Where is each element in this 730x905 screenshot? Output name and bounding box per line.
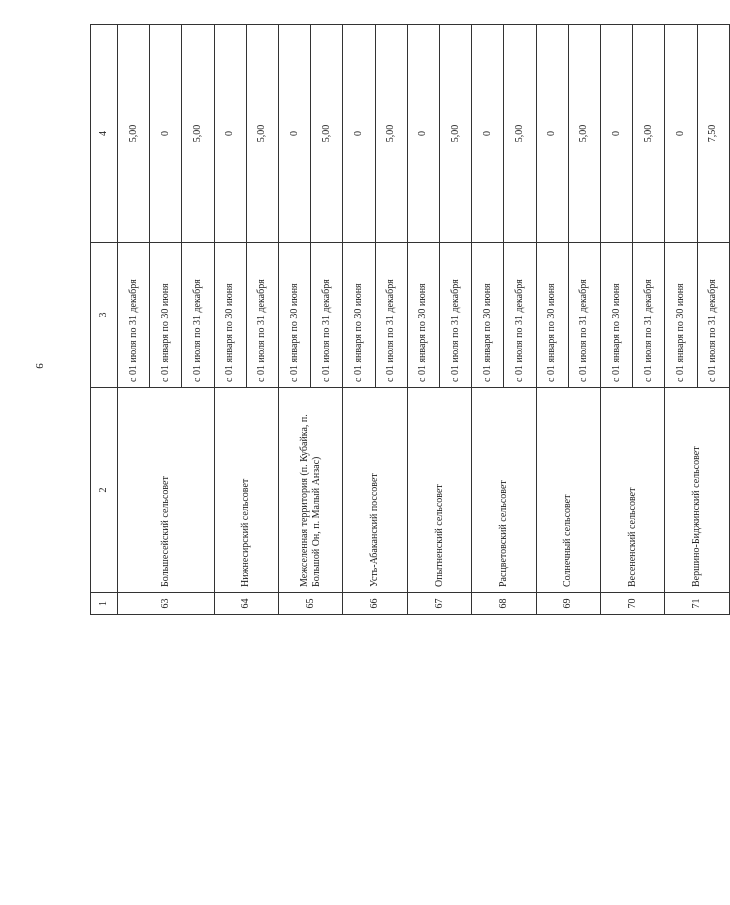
- period: с 01 июля по 31 декабря: [504, 243, 536, 388]
- period: с 01 июля по 31 декабря: [118, 243, 150, 388]
- rate-value: 5,00: [375, 25, 407, 243]
- period: с 01 июля по 31 декабря: [246, 243, 278, 388]
- table-row: [279, 25, 311, 615]
- period: с 01 января по 30 июня: [536, 243, 568, 388]
- period: с 01 июля по 31 декабря: [375, 243, 407, 388]
- header-col-1: 1: [91, 593, 118, 615]
- period: с 01 июля по 31 декабря: [311, 243, 343, 388]
- rotated-table-container: [90, 25, 730, 615]
- row-number: 68: [472, 593, 536, 615]
- row-number: 66: [343, 593, 407, 615]
- table-row: [407, 25, 439, 615]
- settlement-name: Усть-Абаканский поссовет: [343, 388, 407, 593]
- header-col-4: 4: [91, 25, 118, 243]
- settlement-name: Расцветовский сельсовет: [472, 388, 536, 593]
- period: с 01 января по 30 июня: [472, 243, 504, 388]
- rate-value: 5,00: [633, 25, 665, 243]
- period: с 01 января по 30 июня: [665, 243, 697, 388]
- rate-value: 0: [279, 25, 311, 243]
- rate-value: 0: [665, 25, 697, 243]
- row-number: 67: [407, 593, 471, 615]
- table-header-row: [91, 25, 118, 615]
- rate-value: 5,00: [311, 25, 343, 243]
- settlement-name: Межселенная территория (п. Кубайка, п. Большой Он, п. Малый Анзас): [279, 388, 343, 593]
- rate-value: 7,50: [697, 25, 729, 243]
- rate-value: 0: [150, 25, 182, 243]
- rate-value: 0: [472, 25, 504, 243]
- period: с 01 июля по 31 декабря: [568, 243, 600, 388]
- row-number: 64: [214, 593, 278, 615]
- period: с 01 января по 30 июня: [601, 243, 633, 388]
- period: с 01 января по 30 июня: [343, 243, 375, 388]
- rate-value: 0: [601, 25, 633, 243]
- rate-value: 5,00: [568, 25, 600, 243]
- row-number: 65: [279, 593, 343, 615]
- settlement-name: Вершино-Биджинский сельсовет: [665, 388, 730, 593]
- page-number: 9: [32, 363, 45, 369]
- rate-value: 0: [343, 25, 375, 243]
- settlement-name: Солнечный сельсовет: [536, 388, 600, 593]
- table-row: [214, 25, 246, 615]
- row-number: 63: [118, 593, 215, 615]
- table-row: [472, 25, 504, 615]
- rate-value: 5,00: [246, 25, 278, 243]
- table-row: [665, 25, 697, 615]
- table-row: [536, 25, 568, 615]
- table-row: [601, 25, 633, 615]
- row-number: 71: [665, 593, 730, 615]
- period: с 01 июля по 31 декабря: [440, 243, 472, 388]
- row-number: 70: [601, 593, 665, 615]
- rate-value: 5,00: [504, 25, 536, 243]
- table-row: [118, 25, 150, 615]
- header-col-2: 2: [91, 388, 118, 593]
- tariff-table: [90, 24, 730, 615]
- period: с 01 июля по 31 декабря: [633, 243, 665, 388]
- rate-value: 5,00: [440, 25, 472, 243]
- table-row: [343, 25, 375, 615]
- rate-value: 0: [214, 25, 246, 243]
- period: с 01 января по 30 июня: [150, 243, 182, 388]
- period: с 01 января по 30 июня: [407, 243, 439, 388]
- rate-value: 5,00: [182, 25, 214, 243]
- rate-value: 5,00: [118, 25, 150, 243]
- period: с 01 июля по 31 декабря: [697, 243, 729, 388]
- header-col-3: 3: [91, 243, 118, 388]
- settlement-name: Большесейский сельсовет: [118, 388, 215, 593]
- row-number: 69: [536, 593, 600, 615]
- settlement-name: Опытненский сельсовет: [407, 388, 471, 593]
- period: с 01 января по 30 июня: [214, 243, 246, 388]
- period: с 01 июля по 31 декабря: [182, 243, 214, 388]
- settlement-name: Нижнесирский сельсовет: [214, 388, 278, 593]
- settlement-name: Весененский сельсовет: [601, 388, 665, 593]
- rate-value: 0: [407, 25, 439, 243]
- period: с 01 января по 30 июня: [279, 243, 311, 388]
- rate-value: 0: [536, 25, 568, 243]
